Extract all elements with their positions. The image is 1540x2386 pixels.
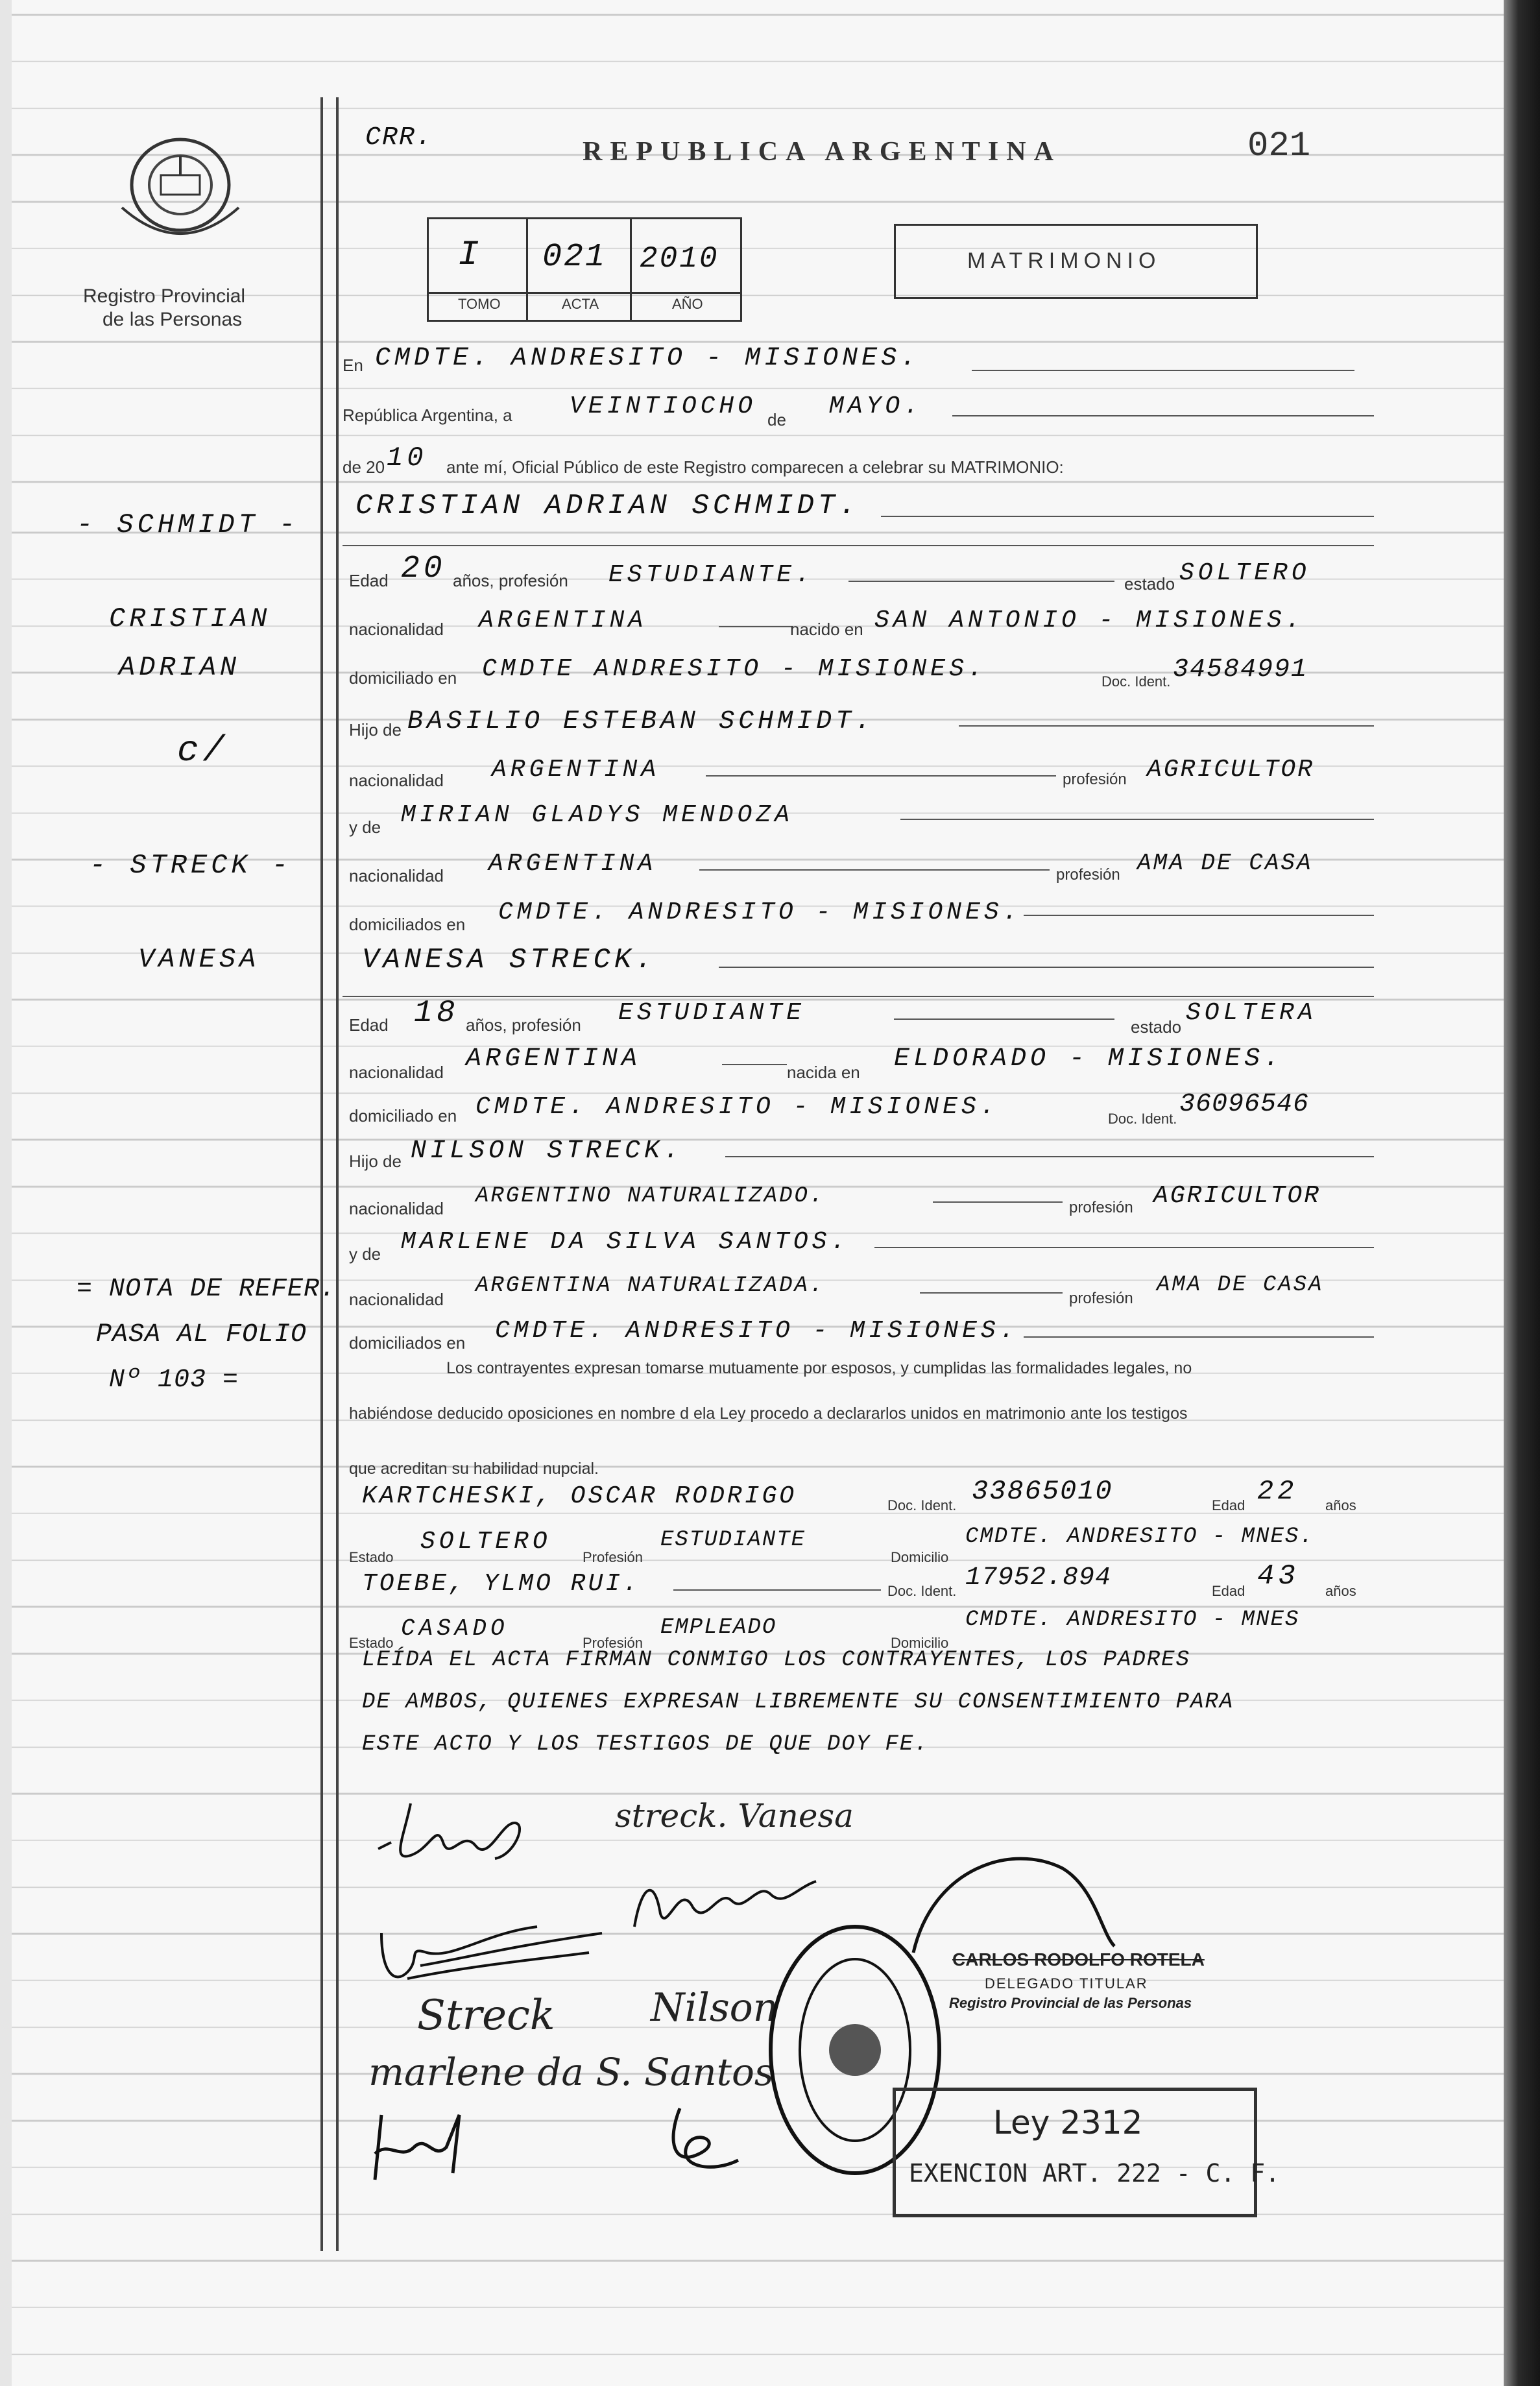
witness2-estado-label: Estado: [349, 1635, 394, 1651]
bride-padre-nac-label: nacionalidad: [349, 1199, 444, 1218]
rule: [343, 545, 1374, 546]
groom-doc-label: Doc. Ident.: [1101, 673, 1171, 690]
rule: [959, 725, 1374, 727]
witness2-doc-label: Doc. Ident.: [887, 1583, 957, 1599]
groom-madre-prof-label: profesión: [1056, 866, 1120, 884]
groom-padre-prof: AGRICULTOR: [1147, 756, 1315, 784]
groom-profesion: ESTUDIANTE.: [608, 561, 814, 589]
year-suffix: 10: [387, 442, 427, 474]
margin-line-right: [336, 97, 339, 2251]
bride-nacionalidad: ARGENTINA: [466, 1044, 642, 1074]
nota-line-3: Nº 103 =: [109, 1366, 239, 1395]
groom-edad: 20: [401, 551, 446, 586]
bride-name: VANESA STRECK.: [362, 944, 656, 976]
bride-padre-prof: AGRICULTOR: [1153, 1182, 1321, 1210]
book-binding: [1504, 0, 1540, 2386]
margin-line-left: [320, 97, 323, 2251]
bride-padres-dom: CMDTE. ANDRESITO - MISIONES.: [495, 1317, 1018, 1345]
rule: [874, 1247, 1374, 1248]
rule: [673, 1589, 881, 1591]
groom-yde-label: y de: [349, 817, 381, 837]
groom-padre-nac-label: nacionalidad: [349, 771, 444, 790]
official-signature-icon: [362, 2102, 505, 2186]
bride-edad: 18: [414, 996, 459, 1031]
witness1-edad: 22: [1257, 1476, 1298, 1507]
bride-madre-nac-label: nacionalidad: [349, 1290, 444, 1309]
bride-madre: MARLENE DA SILVA SANTOS.: [401, 1228, 850, 1256]
anio-value: 2010: [640, 242, 719, 276]
acta-label: ACTA: [562, 296, 599, 312]
rule: [933, 1201, 1063, 1203]
witness2-prof: EMPLEADO: [660, 1615, 777, 1640]
acta-value: 021: [542, 239, 607, 276]
margin-husband-name2: ADRIAN: [119, 652, 241, 683]
rule: [722, 1064, 787, 1065]
witness1-prof-label: Profesión: [583, 1549, 643, 1565]
matrimonio-box: [894, 224, 1258, 299]
witness1-doc: 33865010: [972, 1476, 1113, 1507]
witness2-estado: CASADO: [401, 1615, 509, 1642]
witness2-signature-icon: [368, 1907, 615, 1998]
page-number: 021: [1247, 127, 1311, 166]
witness1-name: KARTCHESKI, OSCAR RODRIGO: [362, 1482, 797, 1510]
witness2-name: TOEBE, YLMO RUI.: [362, 1570, 640, 1598]
groom-estado: SOLTERO: [1179, 559, 1310, 587]
anio-label: AÑO: [672, 296, 703, 312]
provincial-seal-icon: [109, 130, 252, 240]
groom-padre-prof-label: profesión: [1063, 771, 1127, 788]
official-role: DELEGADO TITULAR: [985, 1975, 1148, 1992]
rule: [706, 775, 1056, 777]
nota-line-1: = NOTA DE REFER.: [77, 1275, 337, 1304]
exencion-text: EXENCION ART. 222 - C. F.: [909, 2159, 1280, 2187]
margin-con: c/: [177, 730, 229, 771]
bride-edad-label: Edad: [349, 1015, 389, 1035]
en-value: CMDTE. ANDRESITO - MISIONES.: [375, 344, 920, 373]
witness2-edad: 43: [1257, 1560, 1299, 1593]
groom-dom-label: domiciliado en: [349, 668, 457, 688]
groom-nacido-label: nacido en: [790, 620, 863, 639]
rule: [719, 626, 793, 627]
rule: [848, 581, 1114, 582]
de-label: de: [767, 410, 786, 429]
bride-doms-label: domiciliados en: [349, 1333, 466, 1353]
witness2-doc: 17952.894: [965, 1563, 1112, 1593]
document-page: [12, 0, 1504, 2386]
rep-label: República Argentina, a: [343, 405, 512, 425]
groom-edad-label: Edad: [349, 571, 389, 590]
groom-nacionalidad: ARGENTINA: [479, 607, 647, 634]
bride-profesion: ESTUDIANTE: [618, 999, 806, 1027]
bride-hijo-label: Hijo de: [349, 1151, 402, 1171]
matrimonio-title: MATRIMONIO: [967, 248, 1161, 273]
father-signature: Streck: [417, 1992, 555, 2040]
witness1-dom: CMDTE. ANDRESITO - MNES.: [965, 1524, 1314, 1549]
witness2-edad-label: Edad: [1212, 1583, 1245, 1599]
declaration-line-2: habiéndose deducido oposiciones en nombre d ela Ley procedo a declararlos unidos en matrimonio ante los testigos: [349, 1404, 1188, 1423]
groom-padres-dom: CMDTE. ANDRESITO - MISIONES.: [498, 898, 1022, 926]
witness2-prof-label: Profesión: [583, 1635, 643, 1651]
margin-husband-name1: CRISTIAN: [109, 603, 271, 634]
registry-line-1: Registro Provincial: [83, 285, 246, 307]
ley-text: Ley 2312: [993, 2104, 1143, 2141]
signature-loop-icon: [907, 1842, 1121, 1959]
bride-madre-prof-label: profesión: [1069, 1290, 1133, 1307]
tomo-label: TOMO: [458, 296, 501, 312]
groom-name: CRISTIAN ADRIAN SCHMIDT.: [355, 490, 860, 522]
official-org: Registro Provincial de las Personas: [949, 1995, 1192, 2011]
bride-madre-prof: AMA DE CASA: [1157, 1273, 1324, 1297]
rule: [894, 1018, 1114, 1020]
day-value: VEINTIOCHO: [570, 392, 757, 420]
groom-madre: MIRIAN GLADYS MENDOZA: [401, 801, 793, 829]
bride-yde-label: y de: [349, 1244, 381, 1264]
groom-domicilio: CMDTE ANDRESITO - MISIONES.: [482, 655, 987, 683]
bride-estado-label: estado: [1131, 1017, 1182, 1037]
exencion-stamp: [893, 2088, 1280, 2217]
nota-line-2: PASA AL FOLIO: [96, 1320, 307, 1349]
de20-label: de 20: [343, 457, 385, 477]
groom-estado-label: estado: [1124, 574, 1175, 594]
witness1-anios-label: años: [1325, 1497, 1356, 1513]
bride-nac-label: nacionalidad: [349, 1063, 444, 1082]
rule: [952, 415, 1374, 416]
bride-estado: SOLTERA: [1186, 999, 1317, 1027]
rule: [920, 1292, 1063, 1294]
closing-line-1: LEÍDA EL ACTA FIRMAN CONMIGO LOS CONTRAYENTES, LOS PADRES: [362, 1648, 1190, 1672]
groom-madre-prof: AMA DE CASA: [1137, 850, 1313, 876]
bride-domicilio: CMDTE. ANDRESITO - MISIONES.: [475, 1093, 999, 1121]
groom-madre-nac: ARGENTINA: [488, 850, 657, 878]
declaration-line-3: que acreditan su habilidad nupcial.: [349, 1460, 599, 1478]
closing-line-3: ESTE ACTO Y LOS TESTIGOS DE QUE DOY FE.: [362, 1732, 929, 1757]
rule: [972, 370, 1354, 371]
closing-line-2: DE AMBOS, QUIENES EXPRESAN LIBREMENTE SU CONSENTIMIENTO PARA: [362, 1690, 1234, 1715]
mother-signature: marlene da S. Santos: [368, 2050, 774, 2094]
bride-doc-label: Doc. Ident.: [1108, 1111, 1177, 1127]
margin-wife-surname: - STRECK -: [90, 850, 293, 881]
witness2-dom-label: Domicilio: [891, 1635, 949, 1651]
rule: [881, 516, 1374, 517]
declaration-line-1: Los contrayentes expresan tomarse mutuamente por esposos, y cumplidas las formalidades legales, no: [446, 1359, 1192, 1377]
margin-husband-surname: - SCHMIDT -: [77, 509, 300, 540]
bride-padre-nac: ARGENTINO NATURALIZADO.: [475, 1184, 825, 1209]
witness1-dom-label: Domicilio: [891, 1549, 949, 1565]
tomo-value: I: [458, 235, 483, 275]
rule: [900, 819, 1374, 820]
scribble-signature-icon: [654, 2102, 751, 2180]
rule: [343, 996, 1374, 997]
rule: [699, 869, 1050, 871]
bride-doc: 36096546: [1179, 1090, 1310, 1119]
rule: [1024, 1336, 1374, 1338]
witness2-dom: CMDTE. ANDRESITO - MNES: [965, 1608, 1300, 1632]
witness1-estado-label: Estado: [349, 1549, 394, 1565]
nilson-signature: Nilson: [651, 1985, 778, 2031]
groom-doms-label: domiciliados en: [349, 915, 466, 934]
en-label: En: [343, 355, 363, 375]
bride-madre-nac: ARGENTINA NATURALIZADA.: [475, 1273, 825, 1298]
groom-hijo-label: Hijo de: [349, 720, 402, 740]
groom-nac-label: nacionalidad: [349, 620, 444, 639]
official-name: CARLOS RODOLFO ROTELA: [952, 1949, 1205, 1970]
groom-padre: BASILIO ESTEBAN SCHMIDT.: [407, 707, 875, 736]
groom-padre-nac: ARGENTINA: [492, 756, 660, 784]
bride-padre: NILSON STRECK.: [411, 1137, 684, 1166]
rule: [1024, 915, 1374, 916]
witness1-estado: SOLTERO: [420, 1528, 551, 1556]
bride-signature: streck. Vanesa: [615, 1797, 854, 1835]
bride-padre-prof-label: profesión: [1069, 1199, 1133, 1216]
rule: [725, 1156, 1374, 1157]
witness1-doc-label: Doc. Ident.: [887, 1497, 957, 1513]
country-title: REPUBLICA ARGENTINA: [583, 137, 1061, 167]
rule: [719, 967, 1374, 968]
bride-anios-label: años, profesión: [466, 1015, 581, 1035]
margin-wife-name: VANESA: [138, 944, 260, 975]
witness1-prof: ESTUDIANTE: [660, 1528, 806, 1552]
witness1-edad-label: Edad: [1212, 1497, 1245, 1513]
groom-signature-icon: [365, 1784, 560, 1881]
bride-dom-label: domiciliado en: [349, 1106, 457, 1126]
bride-nacida-label: nacida en: [787, 1063, 860, 1082]
month-value: MAYO.: [829, 392, 923, 420]
witness2-anios-label: años: [1325, 1583, 1356, 1599]
groom-anios-label: años, profesión: [453, 571, 568, 590]
intro-statement: ante mí, Oficial Público de este Registro comparecen a celebrar su MATRIMONIO:: [446, 457, 1064, 477]
crr-mark: CRR.: [365, 123, 433, 152]
registry-line-2: de las Personas: [102, 309, 243, 330]
groom-doc: 34584991: [1173, 655, 1308, 684]
acta-box: [427, 217, 742, 322]
groom-nacido: SAN ANTONIO - MISIONES.: [874, 607, 1305, 634]
groom-madre-nac-label: nacionalidad: [349, 866, 444, 886]
bride-nacida: ELDORADO - MISIONES.: [894, 1044, 1284, 1074]
